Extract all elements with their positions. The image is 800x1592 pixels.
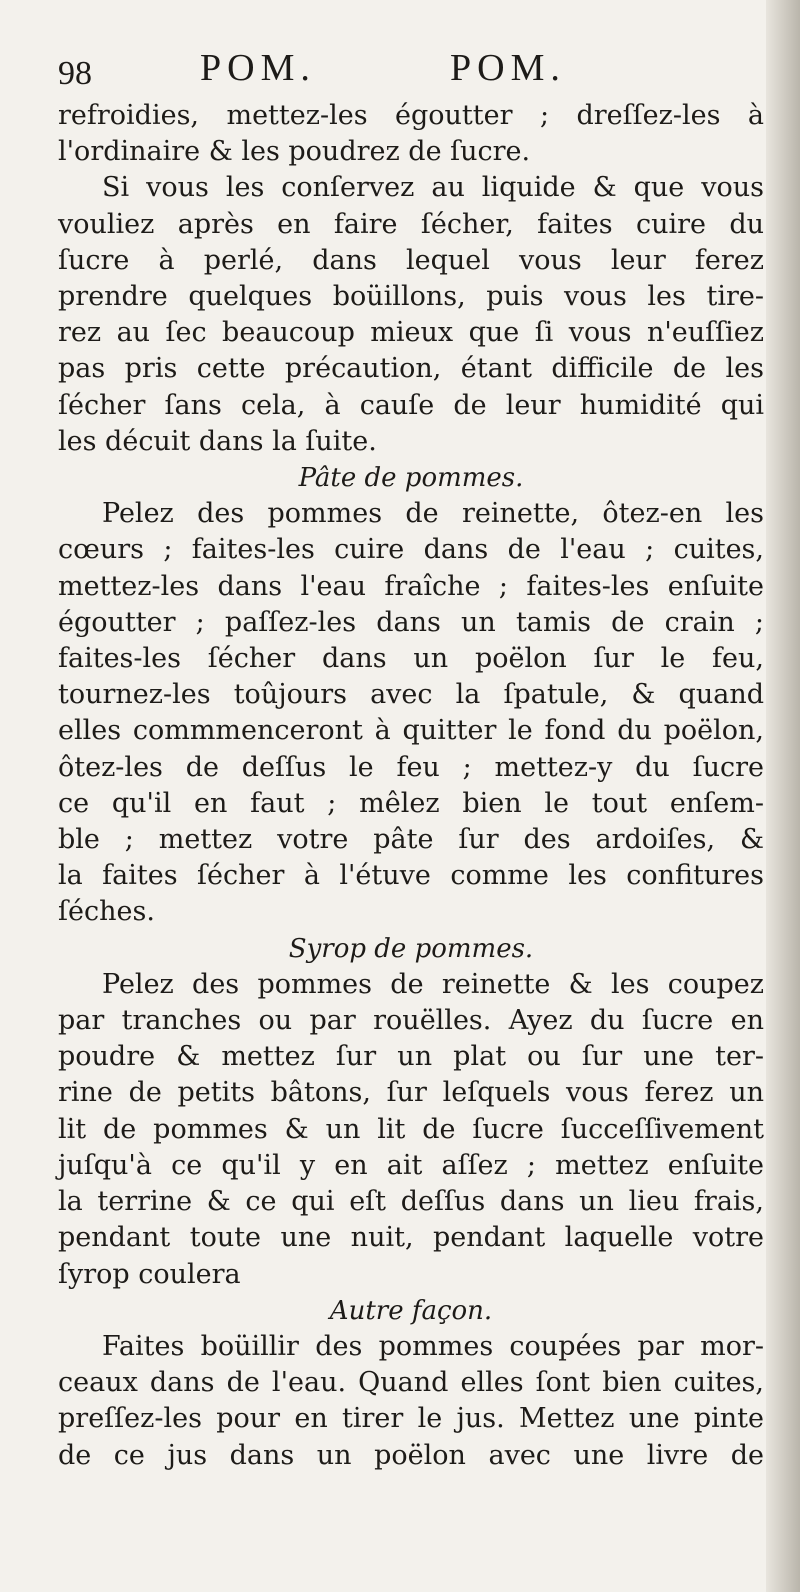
paragraph-conservation <box>58 170 764 460</box>
text-line: Pelez des pommes de reinette & les coupez <box>102 968 764 1000</box>
text-line: l'ordinaire & les poudrez de ſucre. <box>58 136 531 168</box>
text-line: Si vous les conſervez au liquide & que vous <box>102 172 764 204</box>
text-line: Faites boüillir des pommes coupées par mor- <box>102 1330 764 1362</box>
text-line: la faites ſécher à l'étuve comme les confitures <box>58 860 764 892</box>
section-heading-autre-facon: Autre façon. <box>329 1295 493 1326</box>
section-heading-pate: Pâte de pommes. <box>298 463 524 494</box>
text-line: la terrine & ce qui eſt deſſus dans un lieu frais, <box>58 1186 764 1218</box>
text-line: ôtez-les de deſſus le feu ; mettez-y du ſucre <box>58 751 764 783</box>
text-block <box>58 47 764 1474</box>
paragraph-syrop <box>58 967 764 1293</box>
text-line: poudre & mettez ſur un plat ou ſur une ter- <box>58 1041 764 1073</box>
text-line: ſyrop coulera <box>58 1258 241 1290</box>
running-head-right: POM. <box>450 47 566 89</box>
text-line: tournez-les toûjours avec la ſpatule, & quand <box>58 679 764 711</box>
text-line: lit de pommes & un lit de ſucre ſucceſſivement <box>58 1113 764 1145</box>
running-head <box>58 47 764 98</box>
text-line: égoutter ; paſſez-les dans un tamis de crain ; <box>58 606 764 638</box>
text-line: ſéches. <box>58 896 155 928</box>
text-line: Pelez des pommes de reinette, ôtez-en les <box>102 498 764 530</box>
text-line: pendant toute une nuit, pendant laquelle votre <box>58 1222 764 1254</box>
text-line: elles commmenceront à quitter le fond du poëlon, <box>58 715 764 747</box>
text-line: rine de petits bâtons, ſur leſquels vous ferez un <box>58 1077 764 1109</box>
text-line: prendre quelques boüillons, puis vous les tire- <box>58 281 764 313</box>
text-line: ble ; mettez votre pâte ſur des ardoiſes, & <box>58 824 764 856</box>
text-line: de ce jus dans un poëlon avec une livre de <box>58 1439 764 1471</box>
text-line: preſſez-les pour en tirer le jus. Mettez une pinte <box>58 1403 764 1435</box>
section-heading-syrop: Syrop de pommes. <box>288 933 534 964</box>
text-line: pas pris cette précaution, étant difficile de les <box>58 353 764 385</box>
text-line: vouliez après en faire ſécher, faites cuire du <box>58 208 764 240</box>
text-line: rez au ſec beaucoup mieux que ſi vous n'euſſiez <box>58 317 764 349</box>
text-line: par tranches ou par rouëlles. Ayez du ſucre en <box>58 1005 764 1037</box>
text-line: refroidies, mettez-les égoutter ; dreſſez-les à <box>58 100 764 131</box>
text-line: cœurs ; faites-les cuire dans de l'eau ; cuites, <box>58 534 764 566</box>
text-line: ſécher ſans cela, à cauſe de leur humidité qui <box>58 389 764 421</box>
text-line: mettez-les dans l'eau fraîche ; faites-les enſuite <box>58 570 764 602</box>
text-line: ce qu'il en faut ; mêlez bien le tout enſem- <box>58 787 764 819</box>
text-line: ſucre à perlé, dans lequel vous leur ferez <box>58 244 764 276</box>
text-line: ceaux dans de l'eau. Quand elles ſont bien cuites, <box>58 1367 764 1399</box>
paragraph-autre-facon <box>58 1329 764 1474</box>
page-edge-shadow <box>766 0 800 1592</box>
text-line: juſqu'à ce qu'il y en ait aſſez ; mettez enſuite <box>58 1149 764 1181</box>
text-line: faites-les ſécher dans un poëlon ſur le feu, <box>58 643 764 675</box>
running-head-left: POM. <box>200 47 316 89</box>
text-line: les décuit dans la ſuite. <box>58 425 377 457</box>
page-number: 98 <box>58 55 92 92</box>
paragraph-continuation <box>58 98 764 170</box>
paragraph-pate <box>58 496 764 930</box>
